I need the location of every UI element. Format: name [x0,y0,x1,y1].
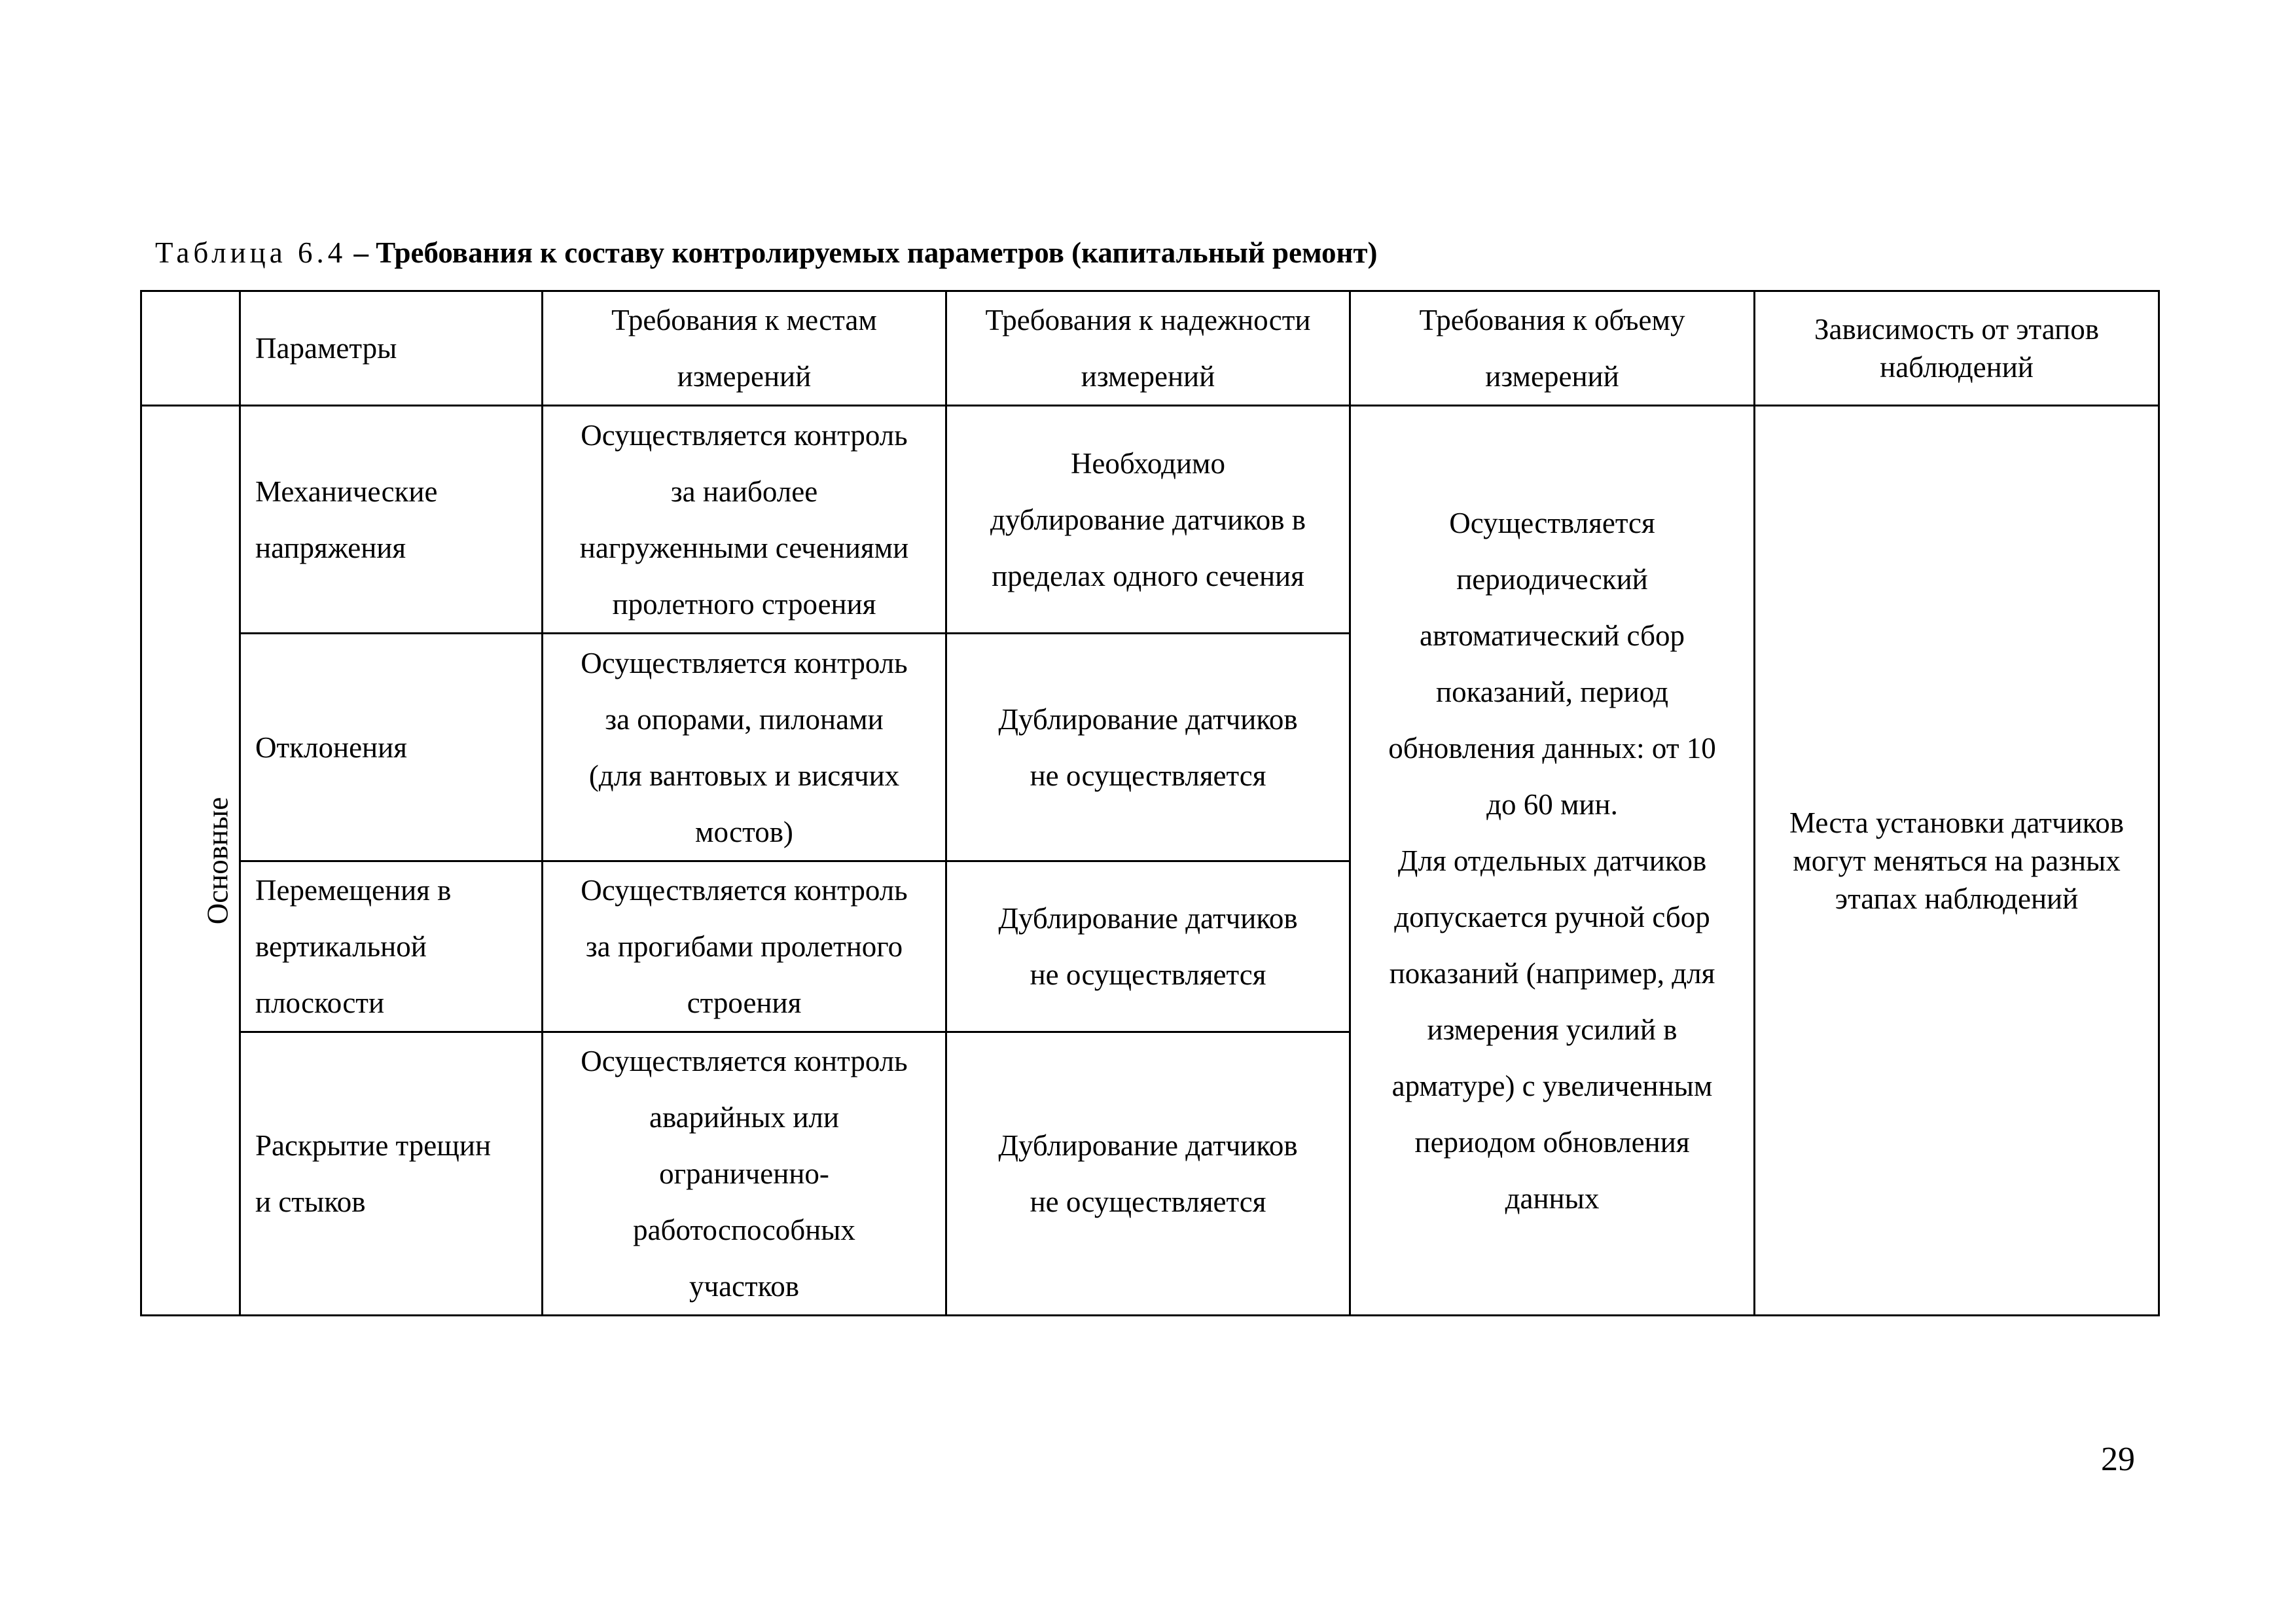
group-label-cell [141,406,240,1316]
reliability-cell: Дублирование датчиков не осуществляется [946,634,1350,861]
table-caption-label: Таблица 6.4 [155,236,347,269]
reliability-cell: Дублирование датчиков не осуществляется [946,861,1350,1032]
parameter-cell: Раскрытие трещин и стыков [240,1032,543,1316]
parameter-cell: Механические напряжения [240,406,543,634]
volume-cell: Осуществляется периодический автоматический сбор показаний, период обновления данных: от 10 до 60 мин. Для отдельных датчиков допускается ручной сбор показаний (например, для измерения усилий в арматуре) с увеличенным периодом обновления данных [1350,406,1755,1316]
table-header-row [141,291,2159,406]
header-cell-blank [141,291,240,406]
stages-cell: Места установки датчиков могут меняться на разных этапах наблюдений [1755,406,2159,1316]
parameter-cell: Перемещения в вертикальной плоскости [240,861,543,1032]
page-number: 29 [2101,1441,2135,1478]
table-caption-title: – Требования к составу контролируемых параметров (капитальный ремонт) [346,236,1378,269]
location-cell: Осуществляется контроль за прогибами пролетного строения [543,861,946,1032]
parameter-cell: Отклонения [240,634,543,861]
header-cell-parameters: Параметры [240,291,543,406]
requirements-table [140,290,2160,1316]
reliability-cell: Необходимо дублирование датчиков в пределах одного сечения [946,406,1350,634]
location-cell: Осуществляется контроль за наиболее нагруженными сечениями пролетного строения [543,406,946,634]
reliability-cell: Дублирование датчиков не осуществляется [946,1032,1350,1316]
location-cell: Осуществляется контроль аварийных или ограниченно- работоспособных участков [543,1032,946,1316]
table-row [141,406,2159,634]
header-cell-reliability: Требования к надежности измерений [946,291,1350,406]
header-cell-locations: Требования к местам измерений [543,291,946,406]
table-caption [155,233,1378,272]
header-cell-stages: Зависимость от этапов наблюдений [1755,291,2159,406]
group-label: Основные [201,797,234,924]
header-cell-volume: Требования к объему измерений [1350,291,1755,406]
location-cell: Осуществляется контроль за опорами, пилонами (для вантовых и висячих мостов) [543,634,946,861]
